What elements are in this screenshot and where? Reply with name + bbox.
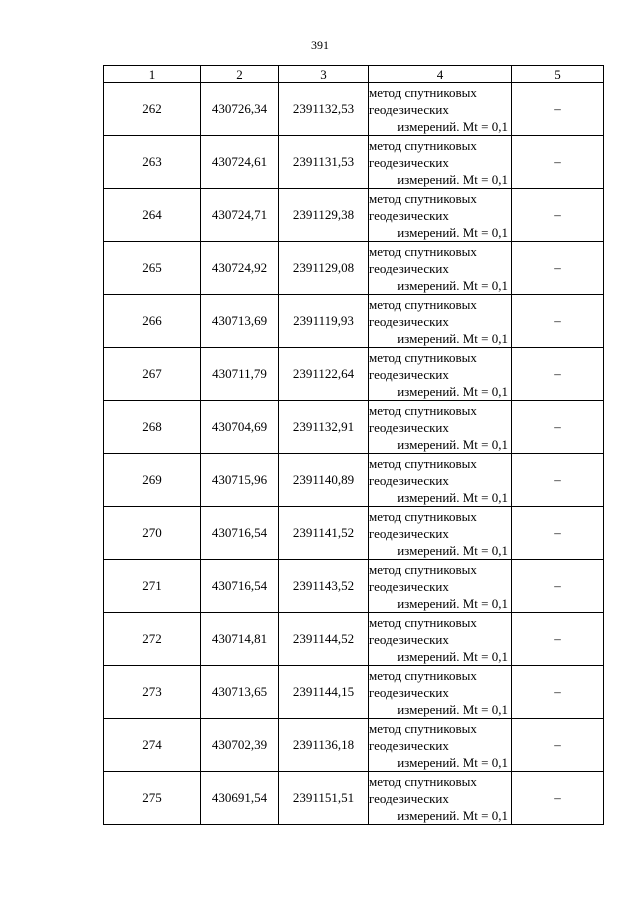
method-line: измерений. Mt = 0,1 <box>397 542 508 558</box>
description-cell: – <box>512 560 604 613</box>
description-cell: – <box>512 719 604 772</box>
description-cell: – <box>512 348 604 401</box>
table-row <box>104 189 604 242</box>
point-number-cell: 272 <box>104 613 201 666</box>
x-coordinate-cell: 430715,96 <box>201 454 279 507</box>
point-number-cell: 275 <box>104 772 201 825</box>
x-coordinate-cell: 430716,54 <box>201 507 279 560</box>
method-line: метод спутниковых <box>369 667 477 683</box>
column-header-1: 1 <box>104 66 201 83</box>
coordinates-table <box>103 65 604 825</box>
x-coordinate-cell: 430714,81 <box>201 613 279 666</box>
y-coordinate-cell: 2391122,64 <box>279 348 369 401</box>
x-coordinate-cell: 430711,79 <box>201 348 279 401</box>
method-line: геодезических <box>369 313 449 329</box>
method-cell <box>369 772 512 825</box>
x-coordinate-cell: 430724,71 <box>201 189 279 242</box>
method-line: геодезических <box>369 154 449 170</box>
method-line: метод спутниковых <box>369 402 477 418</box>
method-line: метод спутниковых <box>369 614 477 630</box>
method-line: измерений. Mt = 0,1 <box>397 754 508 770</box>
table-header-row <box>104 66 604 83</box>
x-coordinate-cell: 430716,54 <box>201 560 279 613</box>
point-number-cell: 269 <box>104 454 201 507</box>
method-line: измерений. Mt = 0,1 <box>397 118 508 134</box>
point-number-cell: 264 <box>104 189 201 242</box>
table-row <box>104 242 604 295</box>
method-line: геодезических <box>369 790 449 806</box>
method-line: метод спутниковых <box>369 349 477 365</box>
method-cell <box>369 666 512 719</box>
table-row <box>104 454 604 507</box>
description-cell: – <box>512 295 604 348</box>
description-cell: – <box>512 666 604 719</box>
point-number-cell: 267 <box>104 348 201 401</box>
description-cell: – <box>512 507 604 560</box>
description-cell: – <box>512 772 604 825</box>
method-line: метод спутниковых <box>369 508 477 524</box>
y-coordinate-cell: 2391136,18 <box>279 719 369 772</box>
method-line: геодезических <box>369 472 449 488</box>
method-cell <box>369 613 512 666</box>
method-line: геодезических <box>369 684 449 700</box>
table-row <box>104 772 604 825</box>
y-coordinate-cell: 2391131,53 <box>279 136 369 189</box>
table-row <box>104 83 604 136</box>
method-cell <box>369 454 512 507</box>
table-row <box>104 613 604 666</box>
method-cell <box>369 189 512 242</box>
column-header-5: 5 <box>512 66 604 83</box>
method-line: метод спутниковых <box>369 84 477 100</box>
method-line: геодезических <box>369 366 449 382</box>
table-row <box>104 348 604 401</box>
x-coordinate-cell: 430713,69 <box>201 295 279 348</box>
method-line: геодезических <box>369 101 449 117</box>
column-header-3: 3 <box>279 66 369 83</box>
method-cell <box>369 348 512 401</box>
method-line: измерений. Mt = 0,1 <box>397 489 508 505</box>
method-line: измерений. Mt = 0,1 <box>397 330 508 346</box>
method-line: геодезических <box>369 737 449 753</box>
method-line: измерений. Mt = 0,1 <box>397 277 508 293</box>
method-line: измерений. Mt = 0,1 <box>397 436 508 452</box>
method-line: измерений. Mt = 0,1 <box>397 224 508 240</box>
description-cell: – <box>512 136 604 189</box>
y-coordinate-cell: 2391132,53 <box>279 83 369 136</box>
description-cell: – <box>512 401 604 454</box>
point-number-cell: 262 <box>104 83 201 136</box>
y-coordinate-cell: 2391141,52 <box>279 507 369 560</box>
point-number-cell: 274 <box>104 719 201 772</box>
point-number-cell: 270 <box>104 507 201 560</box>
y-coordinate-cell: 2391140,89 <box>279 454 369 507</box>
method-line: геодезических <box>369 631 449 647</box>
point-number-cell: 268 <box>104 401 201 454</box>
method-line: геодезических <box>369 525 449 541</box>
column-header-2: 2 <box>201 66 279 83</box>
x-coordinate-cell: 430713,65 <box>201 666 279 719</box>
x-coordinate-cell: 430702,39 <box>201 719 279 772</box>
x-coordinate-cell: 430726,34 <box>201 83 279 136</box>
y-coordinate-cell: 2391132,91 <box>279 401 369 454</box>
method-line: измерений. Mt = 0,1 <box>397 171 508 187</box>
table-row <box>104 719 604 772</box>
method-line: измерений. Mt = 0,1 <box>397 807 508 823</box>
y-coordinate-cell: 2391143,52 <box>279 560 369 613</box>
y-coordinate-cell: 2391151,51 <box>279 772 369 825</box>
description-cell: – <box>512 189 604 242</box>
method-line: геодезических <box>369 260 449 276</box>
method-cell <box>369 83 512 136</box>
method-line: измерений. Mt = 0,1 <box>397 648 508 664</box>
method-line: метод спутниковых <box>369 243 477 259</box>
y-coordinate-cell: 2391144,52 <box>279 613 369 666</box>
x-coordinate-cell: 430704,69 <box>201 401 279 454</box>
x-coordinate-cell: 430724,92 <box>201 242 279 295</box>
method-line: метод спутниковых <box>369 720 477 736</box>
method-line: геодезических <box>369 207 449 223</box>
table-row <box>104 136 604 189</box>
method-line: метод спутниковых <box>369 773 477 789</box>
method-cell <box>369 401 512 454</box>
table-body <box>104 83 604 825</box>
page-number: 391 <box>311 38 329 52</box>
description-cell: – <box>512 454 604 507</box>
method-line: измерений. Mt = 0,1 <box>397 595 508 611</box>
x-coordinate-cell: 430691,54 <box>201 772 279 825</box>
method-cell <box>369 136 512 189</box>
table-row <box>104 507 604 560</box>
method-cell <box>369 560 512 613</box>
method-line: метод спутниковых <box>369 455 477 471</box>
method-line: геодезических <box>369 578 449 594</box>
y-coordinate-cell: 2391144,15 <box>279 666 369 719</box>
y-coordinate-cell: 2391129,38 <box>279 189 369 242</box>
point-number-cell: 271 <box>104 560 201 613</box>
x-coordinate-cell: 430724,61 <box>201 136 279 189</box>
method-line: метод спутниковых <box>369 296 477 312</box>
description-cell: – <box>512 613 604 666</box>
column-header-4: 4 <box>369 66 512 83</box>
method-line: метод спутниковых <box>369 561 477 577</box>
method-cell <box>369 295 512 348</box>
table-row <box>104 560 604 613</box>
method-line: метод спутниковых <box>369 190 477 206</box>
method-cell <box>369 719 512 772</box>
method-cell <box>369 242 512 295</box>
method-line: геодезических <box>369 419 449 435</box>
method-cell <box>369 507 512 560</box>
point-number-cell: 265 <box>104 242 201 295</box>
method-line: метод спутниковых <box>369 137 477 153</box>
table-row <box>104 666 604 719</box>
table-row <box>104 295 604 348</box>
description-cell: – <box>512 242 604 295</box>
point-number-cell: 263 <box>104 136 201 189</box>
y-coordinate-cell: 2391129,08 <box>279 242 369 295</box>
table-row <box>104 401 604 454</box>
method-line: измерений. Mt = 0,1 <box>397 701 508 717</box>
y-coordinate-cell: 2391119,93 <box>279 295 369 348</box>
point-number-cell: 266 <box>104 295 201 348</box>
description-cell: – <box>512 83 604 136</box>
method-line: измерений. Mt = 0,1 <box>397 383 508 399</box>
point-number-cell: 273 <box>104 666 201 719</box>
